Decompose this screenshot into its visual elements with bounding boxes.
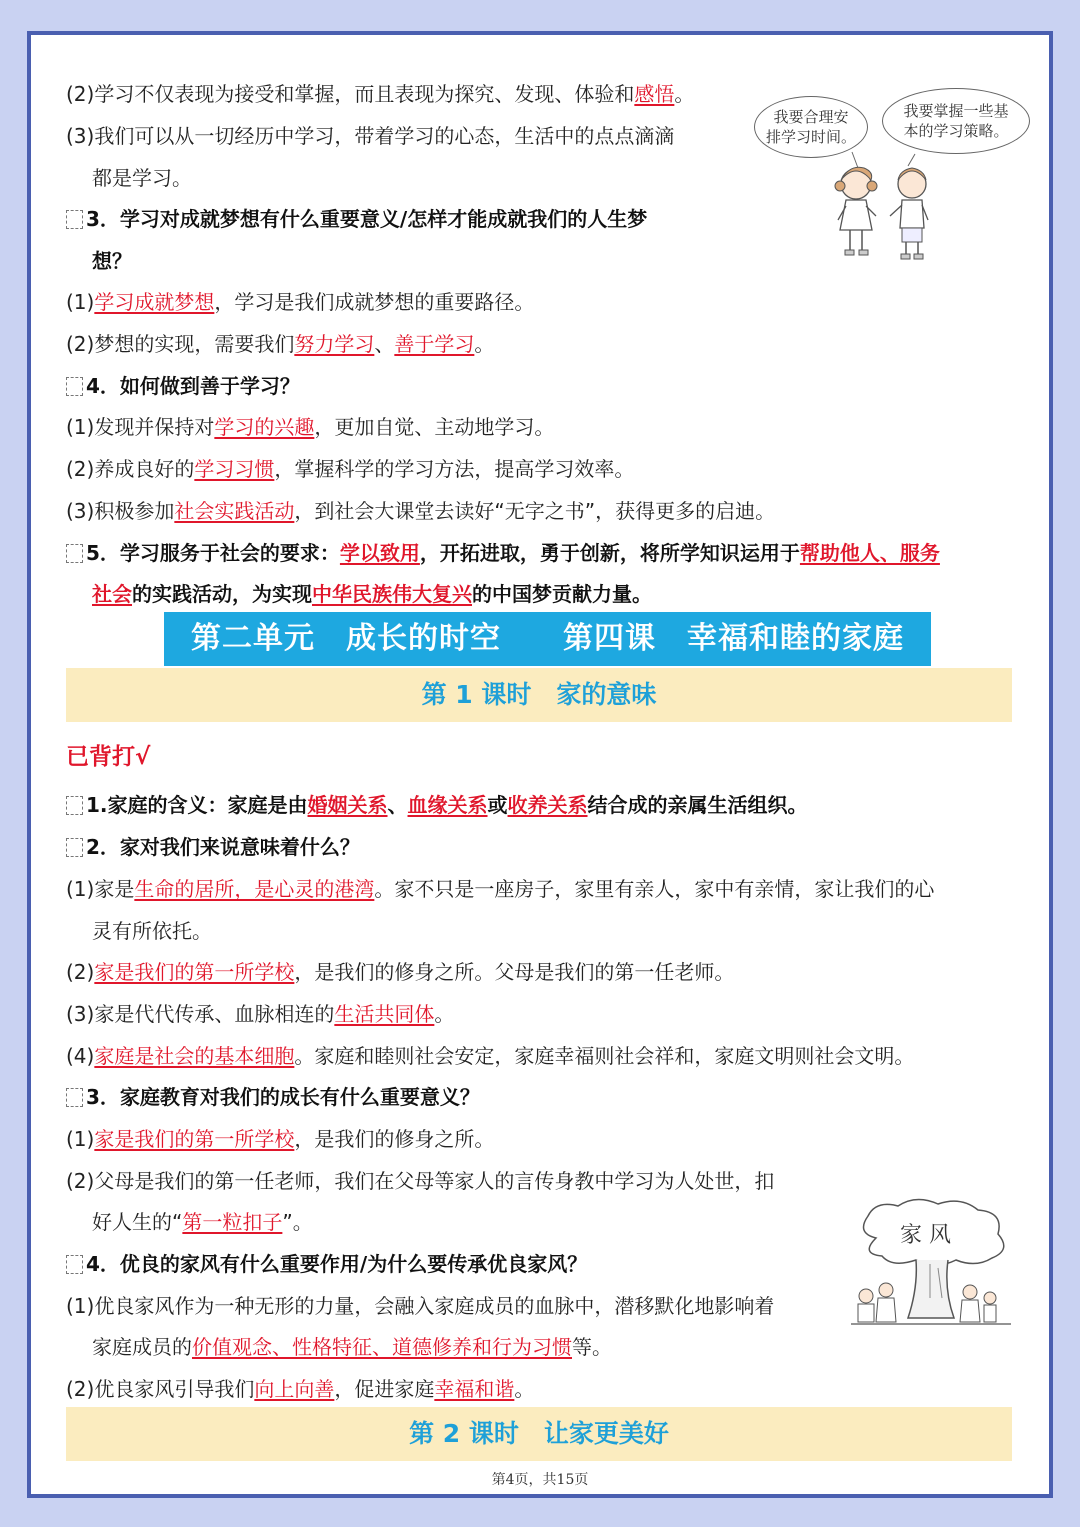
checkbox-icon[interactable]: [66, 1255, 83, 1274]
text-line: (1)家是生命的居所，是心灵的港湾。家不只是一座房子，家里有亲人，家中有亲情，家让我们的心: [66, 877, 935, 901]
question-heading: 2．家对我们来说意味着什么？: [66, 833, 360, 861]
text-line: (2)学习不仅表现为接受和掌握，而且表现为探究、发现、体验和感悟。: [66, 82, 695, 106]
text-line: (4)家庭是社会的基本细胞。家庭和睦则社会安定，家庭幸福则社会祥和，家庭文明则社会文明。: [66, 1044, 915, 1068]
text-line: (1)家是我们的第一所学校，是我们的修身之所。: [66, 1127, 495, 1151]
question-heading: 5．学习服务于社会的要求：学以致用，开拓进取，勇于创新，将所学知识运用于帮助他人、服务: [66, 539, 940, 567]
text-line: (2)家是我们的第一所学校，是我们的修身之所。父母是我们的第一任老师。: [66, 960, 735, 984]
page-footer: 第4页，共15页: [491, 1472, 589, 1488]
text-line: (1)学习成就梦想，学习是我们成就梦想的重要路径。: [66, 290, 535, 314]
text-line: (2)父母是我们的第一任老师，我们在父母等家人的言传身教中学习为人处世，扣: [66, 1169, 775, 1193]
question-heading: 4．如何做到善于学习？: [66, 372, 300, 400]
checkbox-icon[interactable]: [66, 796, 83, 815]
speech-bubble-girl: 我要合理安 排学习时间。: [754, 96, 868, 158]
tree-label: 家 风: [900, 1223, 951, 1248]
text-line: (2)养成良好的学习习惯，掌握科学的学习方法，提高学习效率。: [66, 457, 635, 481]
text-line: 灵有所依托。: [92, 919, 212, 943]
question-heading: 1.家庭的含义：家庭是由婚姻关系、血缘关系或收养关系结合成的亲属生活组织。: [66, 791, 808, 819]
question-heading: 3．家庭教育对我们的成长有什么重要意义？: [66, 1083, 480, 1111]
text-line: (2)优良家风引导我们向上向善，促进家庭幸福和谐。: [66, 1377, 535, 1401]
question-heading: 想？: [92, 249, 132, 273]
text-line: (1)优良家风作为一种无形的力量，会融入家庭成员的血脉中，潜移默化地影响着: [66, 1294, 775, 1318]
question-heading: 4．优良的家风有什么重要作用/为什么要传承优良家风？: [66, 1250, 587, 1278]
lesson-title-bar: 第 2 课时 让家更美好: [66, 1407, 1012, 1461]
unit-banner: 第二单元 成长的时空 第四课 幸福和睦的家庭: [164, 612, 931, 666]
text-line: (3)我们可以从一切经历中学习，带着学习的心态，生活中的点点滴滴: [66, 124, 675, 148]
checkbox-icon[interactable]: [66, 210, 83, 229]
text-line: (2)梦想的实现，需要我们努力学习、善于学习。: [66, 332, 495, 356]
text-line: 都是学习。: [92, 166, 192, 190]
checkbox-icon[interactable]: [66, 1088, 83, 1107]
question-heading: 3．学习对成就梦想有什么重要意义/怎样才能成就我们的人生梦: [66, 205, 647, 233]
speech-bubble-boy: 我要掌握一些基 本的学习策略。: [882, 88, 1030, 154]
checkbox-icon[interactable]: [66, 377, 83, 396]
text-line: (1)发现并保持对学习的兴趣，更加自觉、主动地学习。: [66, 415, 555, 439]
question-heading: 社会的实践活动，为实现中华民族伟大复兴的中国梦贡献力量。: [92, 582, 652, 606]
text-line: 好人生的“第一粒扣子”。: [92, 1210, 313, 1234]
text-line: (3)家是代代传承、血脉相连的生活共同体。: [66, 1002, 455, 1026]
children-illustration: [820, 150, 950, 262]
text-line: (3)积极参加社会实践活动，到社会大课堂去读好“无字之书”，获得更多的启迪。: [66, 499, 776, 523]
checkbox-icon[interactable]: [66, 544, 83, 563]
text-line: 家庭成员的价值观念、性格特征、道德修养和行为习惯等。: [92, 1335, 612, 1359]
lesson-title-bar: 第 1 课时 家的意味: [66, 668, 1012, 722]
done-label: 已背打√: [66, 744, 151, 770]
checkbox-icon[interactable]: [66, 838, 83, 857]
